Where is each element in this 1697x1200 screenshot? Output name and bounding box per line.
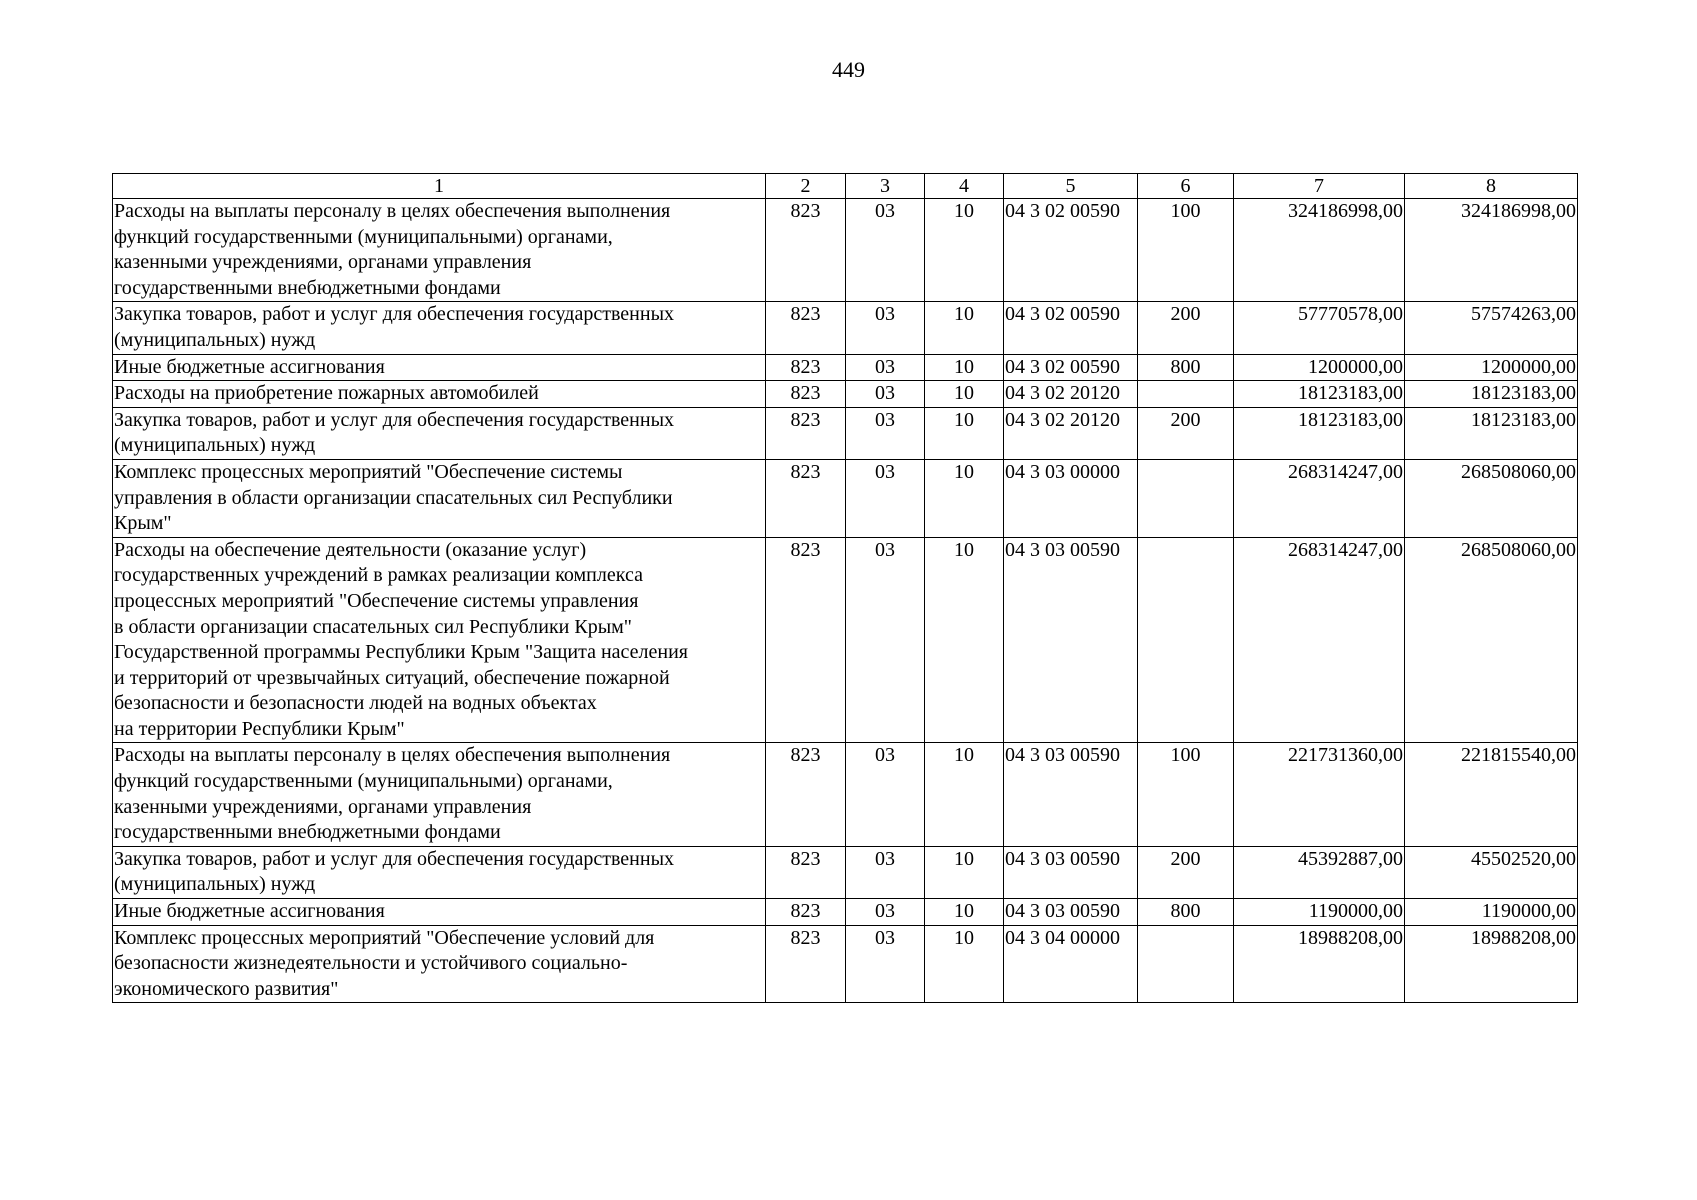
table-row bbox=[113, 846, 1578, 898]
subsection-code: 10 bbox=[925, 302, 1004, 354]
expense-type-code: 100 bbox=[1138, 199, 1234, 302]
section-code: 03 bbox=[846, 846, 925, 898]
target-article-code: 04 3 03 00590 bbox=[1004, 846, 1138, 898]
row-description: Расходы на выплаты персоналу в целях обеспечения выполнения функций государственными (муниципальными) органами, казенными учреждениями, органами управления государственными внебюджетными фондами bbox=[113, 743, 766, 846]
table-row bbox=[113, 925, 1578, 1003]
amount-column-8: 221815540,00 bbox=[1405, 743, 1578, 846]
subsection-code: 10 bbox=[925, 459, 1004, 537]
section-code: 03 bbox=[846, 925, 925, 1003]
subsection-code: 10 bbox=[925, 925, 1004, 1003]
admin-code: 823 bbox=[766, 459, 846, 537]
target-article-code: 04 3 04 00000 bbox=[1004, 925, 1138, 1003]
section-code: 03 bbox=[846, 899, 925, 926]
expense-type-code: 200 bbox=[1138, 407, 1234, 459]
section-code: 03 bbox=[846, 537, 925, 743]
section-code: 03 bbox=[846, 302, 925, 354]
section-code: 03 bbox=[846, 354, 925, 381]
column-header: 8 bbox=[1405, 174, 1578, 199]
target-article-code: 04 3 02 00590 bbox=[1004, 302, 1138, 354]
amount-column-7: 221731360,00 bbox=[1234, 743, 1405, 846]
column-header: 1 bbox=[113, 174, 766, 199]
section-code: 03 bbox=[846, 743, 925, 846]
amount-column-8: 18123183,00 bbox=[1405, 381, 1578, 408]
admin-code: 823 bbox=[766, 407, 846, 459]
amount-column-7: 324186998,00 bbox=[1234, 199, 1405, 302]
column-header: 7 bbox=[1234, 174, 1405, 199]
subsection-code: 10 bbox=[925, 899, 1004, 926]
admin-code: 823 bbox=[766, 743, 846, 846]
amount-column-7: 1190000,00 bbox=[1234, 899, 1405, 926]
amount-column-7: 268314247,00 bbox=[1234, 459, 1405, 537]
expense-type-code: 200 bbox=[1138, 846, 1234, 898]
section-code: 03 bbox=[846, 381, 925, 408]
admin-code: 823 bbox=[766, 354, 846, 381]
admin-code: 823 bbox=[766, 925, 846, 1003]
expense-type-code bbox=[1138, 381, 1234, 408]
expense-type-code: 200 bbox=[1138, 302, 1234, 354]
amount-column-8: 45502520,00 bbox=[1405, 846, 1578, 898]
amount-column-7: 45392887,00 bbox=[1234, 846, 1405, 898]
target-article-code: 04 3 02 00590 bbox=[1004, 354, 1138, 381]
admin-code: 823 bbox=[766, 199, 846, 302]
amount-column-8: 18123183,00 bbox=[1405, 407, 1578, 459]
column-header: 5 bbox=[1004, 174, 1138, 199]
amount-column-7: 18123183,00 bbox=[1234, 381, 1405, 408]
amount-column-7: 268314247,00 bbox=[1234, 537, 1405, 743]
row-description: Расходы на приобретение пожарных автомобилей bbox=[113, 381, 766, 408]
row-description: Иные бюджетные ассигнования bbox=[113, 354, 766, 381]
page-number: 449 bbox=[832, 57, 865, 82]
column-header: 6 bbox=[1138, 174, 1234, 199]
subsection-code: 10 bbox=[925, 381, 1004, 408]
row-description: Иные бюджетные ассигнования bbox=[113, 899, 766, 926]
expense-type-code bbox=[1138, 459, 1234, 537]
expense-type-code: 800 bbox=[1138, 354, 1234, 381]
amount-column-8: 18988208,00 bbox=[1405, 925, 1578, 1003]
subsection-code: 10 bbox=[925, 537, 1004, 743]
amount-column-7: 18988208,00 bbox=[1234, 925, 1405, 1003]
admin-code: 823 bbox=[766, 381, 846, 408]
subsection-code: 10 bbox=[925, 407, 1004, 459]
subsection-code: 10 bbox=[925, 199, 1004, 302]
column-header: 3 bbox=[846, 174, 925, 199]
expense-type-code: 800 bbox=[1138, 899, 1234, 926]
target-article-code: 04 3 03 00590 bbox=[1004, 743, 1138, 846]
row-description: Закупка товаров, работ и услуг для обеспечения государственных (муниципальных) нужд bbox=[113, 302, 766, 354]
row-description: Закупка товаров, работ и услуг для обеспечения государственных (муниципальных) нужд bbox=[113, 407, 766, 459]
column-header: 2 bbox=[766, 174, 846, 199]
budget-table bbox=[112, 173, 1578, 1003]
target-article-code: 04 3 03 00590 bbox=[1004, 537, 1138, 743]
table-row bbox=[113, 302, 1578, 354]
row-description: Расходы на выплаты персоналу в целях обеспечения выполнения функций государственными (муниципальными) органами, казенными учреждениями, органами управления государственными внебюджетными фондами bbox=[113, 199, 766, 302]
section-code: 03 bbox=[846, 407, 925, 459]
row-description: Комплекс процессных мероприятий "Обеспечение условий для безопасности жизнедеятельности и устойчивого социально- экономического развития" bbox=[113, 925, 766, 1003]
amount-column-8: 1200000,00 bbox=[1405, 354, 1578, 381]
column-header: 4 bbox=[925, 174, 1004, 199]
row-description: Закупка товаров, работ и услуг для обеспечения государственных (муниципальных) нужд bbox=[113, 846, 766, 898]
section-code: 03 bbox=[846, 459, 925, 537]
target-article-code: 04 3 02 20120 bbox=[1004, 407, 1138, 459]
row-description: Расходы на обеспечение деятельности (оказание услуг) государственных учреждений в рамках реализации комплекса процессных мероприятий "Обеспечение системы управления в области организации спасательных сил Республики Крым" Государственной программы Республики Крым "Защита населения и территорий от чрезвычайных ситуаций, обеспечение пожарной безопасности и безопасности людей на водных объектах на территории Республики Крым" bbox=[113, 537, 766, 743]
table-row bbox=[113, 199, 1578, 302]
amount-column-8: 1190000,00 bbox=[1405, 899, 1578, 926]
admin-code: 823 bbox=[766, 899, 846, 926]
amount-column-8: 324186998,00 bbox=[1405, 199, 1578, 302]
admin-code: 823 bbox=[766, 537, 846, 743]
table-row bbox=[113, 899, 1578, 926]
target-article-code: 04 3 02 20120 bbox=[1004, 381, 1138, 408]
table-row bbox=[113, 537, 1578, 743]
amount-column-8: 268508060,00 bbox=[1405, 537, 1578, 743]
admin-code: 823 bbox=[766, 302, 846, 354]
table-row bbox=[113, 743, 1578, 846]
table-row bbox=[113, 407, 1578, 459]
row-description: Комплекс процессных мероприятий "Обеспечение системы управления в области организации спасательных сил Республики Крым" bbox=[113, 459, 766, 537]
subsection-code: 10 bbox=[925, 354, 1004, 381]
table-row bbox=[113, 459, 1578, 537]
subsection-code: 10 bbox=[925, 846, 1004, 898]
table-row bbox=[113, 381, 1578, 408]
amount-column-7: 57770578,00 bbox=[1234, 302, 1405, 354]
amount-column-8: 57574263,00 bbox=[1405, 302, 1578, 354]
expense-type-code bbox=[1138, 925, 1234, 1003]
header-row bbox=[113, 174, 1578, 199]
target-article-code: 04 3 02 00590 bbox=[1004, 199, 1138, 302]
target-article-code: 04 3 03 00000 bbox=[1004, 459, 1138, 537]
target-article-code: 04 3 03 00590 bbox=[1004, 899, 1138, 926]
amount-column-7: 18123183,00 bbox=[1234, 407, 1405, 459]
amount-column-7: 1200000,00 bbox=[1234, 354, 1405, 381]
table-row bbox=[113, 354, 1578, 381]
amount-column-8: 268508060,00 bbox=[1405, 459, 1578, 537]
admin-code: 823 bbox=[766, 846, 846, 898]
expense-type-code: 100 bbox=[1138, 743, 1234, 846]
subsection-code: 10 bbox=[925, 743, 1004, 846]
expense-type-code bbox=[1138, 537, 1234, 743]
section-code: 03 bbox=[846, 199, 925, 302]
